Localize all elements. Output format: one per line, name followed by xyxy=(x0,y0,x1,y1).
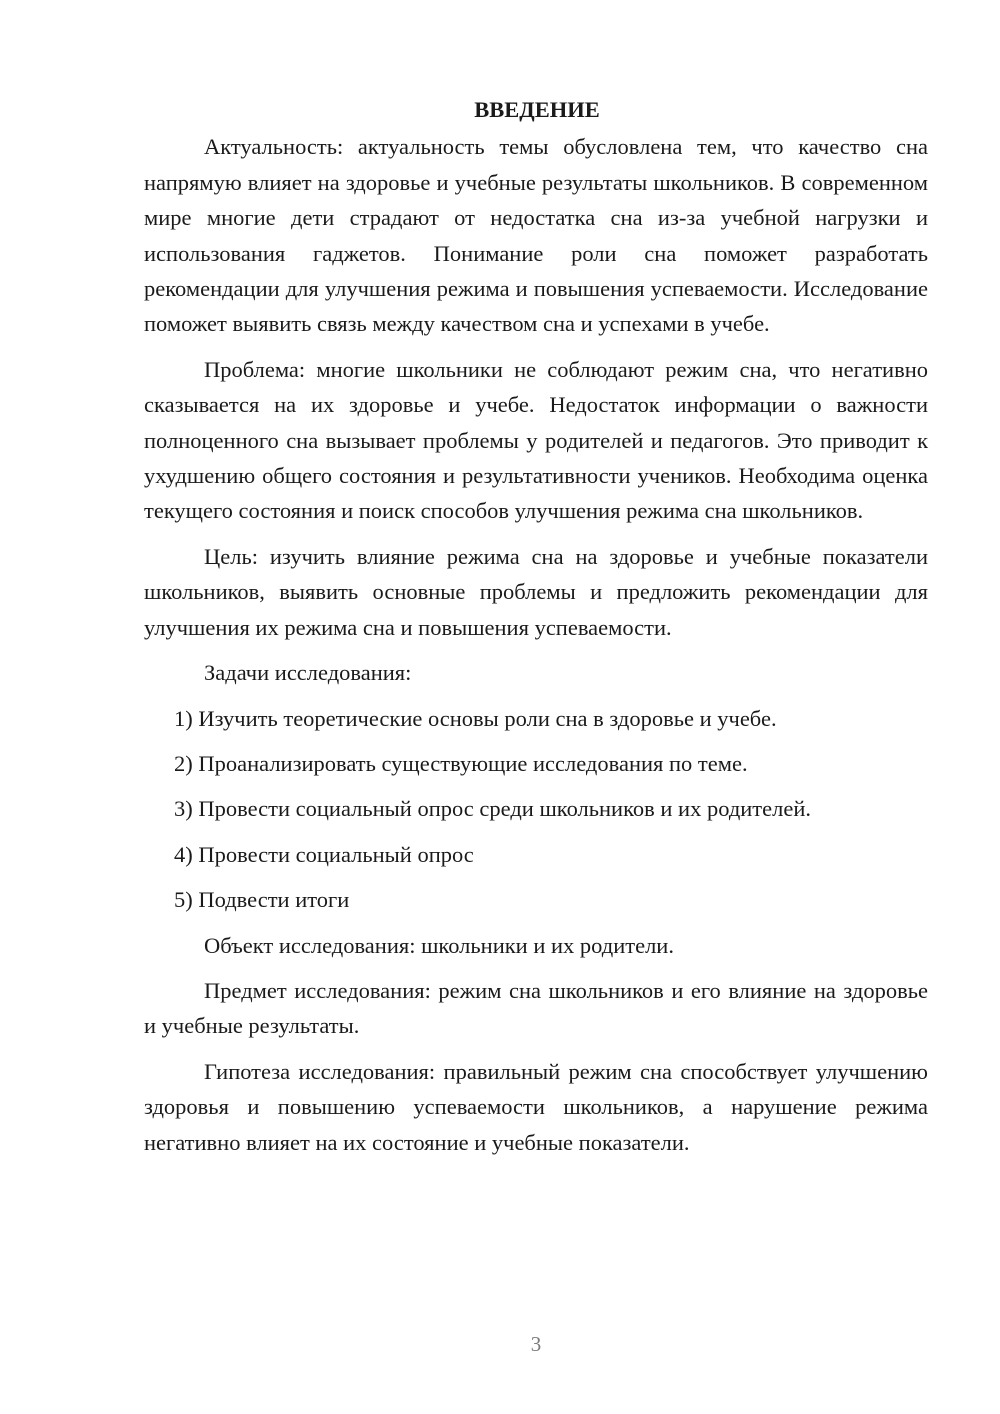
document-page xyxy=(144,92,928,1170)
tasks-heading: Задачи исследования: xyxy=(204,660,412,686)
relevance-paragraph: Актуальность: актуальность темы обусловлена тем, что качество сна напрямую влияет на здоровье и учебные результаты школьников. В современном мире многие дети страдают от недостатка сна из-за учебной нагрузки и использования гаджетов. Понимание роли сна поможет разработать рекомендации для улучшения режима и повышения успеваемости. Исследование поможет выявить связь между качеством сна и успехами в учебе. xyxy=(144,134,928,337)
tasks-list xyxy=(144,701,928,918)
hypothesis-paragraph: Гипотеза исследования: правильный режим сна способствует улучшению здоровья и повышению успеваемости школьников, а нарушение режима негативно влияет на их состояние и учебные показатели. xyxy=(144,1058,928,1155)
list-item: 3) Провести социальный опрос среди школьников и их родителей. xyxy=(174,796,812,822)
list-item: 5) Подвести итоги xyxy=(174,887,350,913)
subject-paragraph: Предмет исследования: режим сна школьников и его влияние на здоровье и учебные результаты. xyxy=(144,977,928,1039)
page-number: 3 xyxy=(530,1332,542,1356)
list-item: 1) Изучить теоретические основы роли сна в здоровье и учебе. xyxy=(174,705,777,731)
list-item: 4) Провести социальный опрос xyxy=(174,841,474,867)
goal-paragraph: Цель: изучить влияние режима сна на здоровье и учебные показатели школьников, выявить основные проблемы и предложить рекомендации для улучшения их режима сна и повышения успеваемости. xyxy=(144,543,928,640)
object-paragraph: Объект исследования: школьники и их родители. xyxy=(204,932,674,958)
list-item: 2) Проанализировать существующие исследования по теме. xyxy=(174,750,748,776)
problem-paragraph: Проблема: многие школьники не соблюдают режим сна, что негативно сказывается на их здоровье и учебе. Недостаток информации о важности полноценного сна вызывает проблемы у родителей и педагогов. Это приводит к ухудшению общего состояния и результативности учеников. Необходима оценка текущего состояния и поиск способов улучшения режима сна школьников. xyxy=(144,356,928,524)
section-heading: ВВЕДЕНИЕ xyxy=(474,97,600,122)
